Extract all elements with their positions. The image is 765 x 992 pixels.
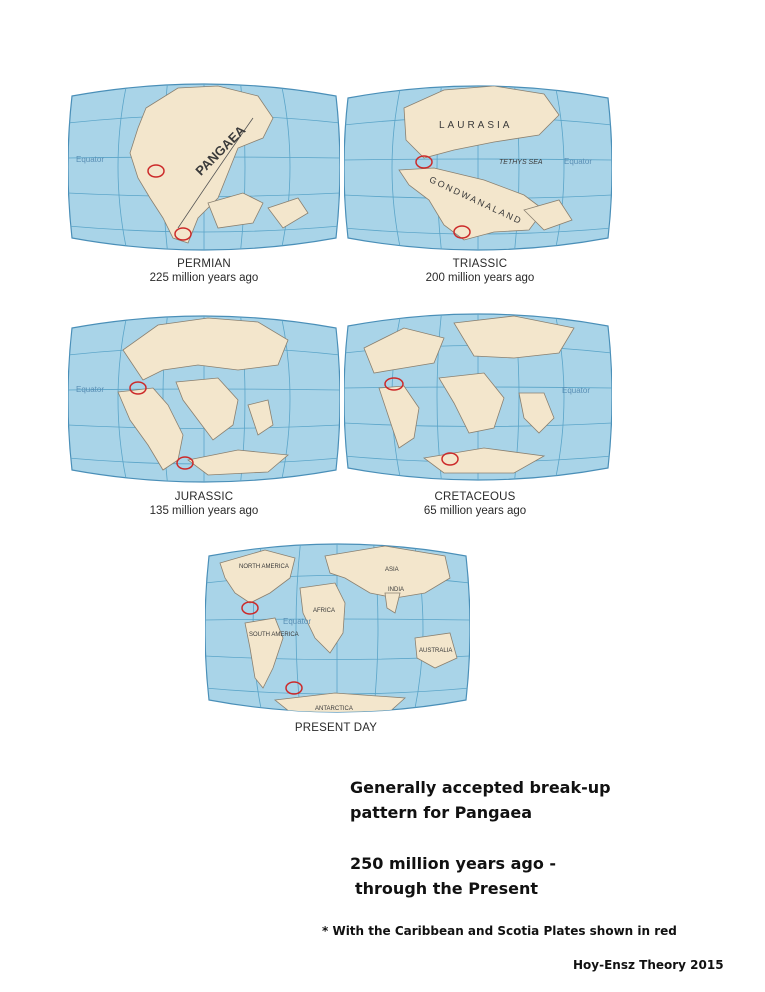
note-line2: pattern for Pangaea bbox=[350, 803, 533, 822]
permian-globe bbox=[68, 78, 340, 256]
map-jurassic bbox=[68, 310, 340, 488]
cretaceous-globe bbox=[344, 308, 612, 486]
equator-label: Equator bbox=[562, 386, 591, 395]
equator-label: Equator bbox=[76, 385, 105, 394]
footnote: * With the Caribbean and Scotia Plates shown in red bbox=[322, 924, 677, 938]
map-permian bbox=[68, 78, 340, 256]
equator-label: Equator bbox=[76, 155, 105, 164]
africa-label: AFRICA bbox=[313, 608, 336, 614]
cretaceous-title: CRETACEOUS bbox=[434, 491, 516, 503]
jurassic-title: JURASSIC bbox=[174, 491, 234, 503]
map-triassic bbox=[344, 80, 612, 256]
north-america-label: NORTH AMERICA bbox=[239, 564, 289, 570]
laurasia-label: LAURASIA bbox=[439, 120, 513, 131]
triassic-subtitle: 200 million years ago bbox=[425, 272, 535, 284]
gondwanaland-label: GONDWANALAND bbox=[427, 174, 525, 227]
map-present bbox=[205, 538, 470, 718]
equator-label: Equator bbox=[283, 617, 312, 626]
note-line4: through the Present bbox=[355, 879, 539, 898]
permian-title: PERMIAN bbox=[177, 258, 231, 270]
india-label: INDIA bbox=[388, 587, 405, 593]
south-america-label: SOUTH AMERICA bbox=[249, 632, 299, 638]
note-line3: 250 million years ago - bbox=[350, 854, 557, 873]
map-cretaceous bbox=[344, 308, 612, 486]
triassic-globe bbox=[344, 80, 612, 256]
jurassic-globe bbox=[68, 310, 340, 488]
antarctica-label: ANTARCTICA bbox=[315, 706, 353, 712]
equator-label: Equator bbox=[564, 157, 593, 166]
permian-subtitle: 225 million years ago bbox=[149, 272, 259, 284]
pangaea-label: PANGAEA bbox=[192, 122, 249, 179]
present-title: PRESENT DAY bbox=[294, 722, 378, 734]
jurassic-subtitle: 135 million years ago bbox=[149, 505, 259, 517]
australia-label: AUSTRALIA bbox=[419, 648, 453, 654]
cretaceous-subtitle: 65 million years ago bbox=[423, 505, 527, 517]
asia-label: ASIA bbox=[385, 567, 399, 573]
triassic-title: TRIASSIC bbox=[452, 258, 508, 270]
present-globe bbox=[205, 538, 470, 718]
tethys-label: TETHYS SEA bbox=[499, 159, 543, 166]
credit: Hoy-Ensz Theory 2015 bbox=[573, 958, 724, 972]
note-line1: Generally accepted break-up bbox=[350, 778, 611, 797]
